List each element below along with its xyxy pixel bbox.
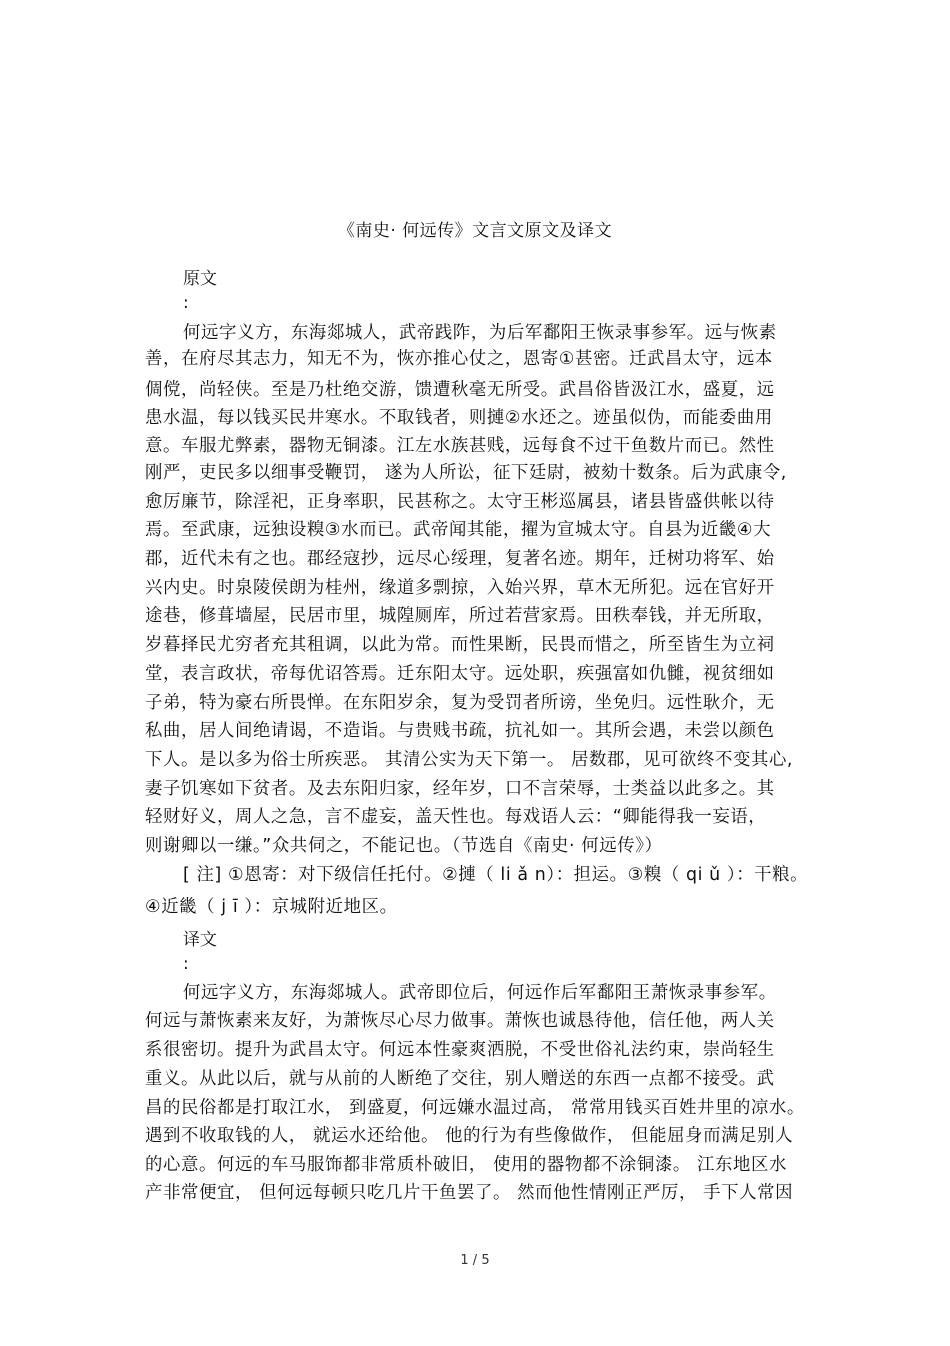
translation-line: 昌的民俗都是打取江水， 到盛夏，何远嫌水温过高， 常常用钱买百姓井里的凉水。 xyxy=(145,1098,805,1118)
original-line: 子弟，特为豪右所畏惮。在东阳岁余，复为受罚者所谤，坐免归。远性耿介，无 xyxy=(145,693,775,713)
translation-line: 何远与萧恢素来友好，为萧恢尽心尽力做事。萧恢也诚恳待他，信任他，两人关 xyxy=(145,1011,775,1031)
original-line: 妻子饥寒如下贫者。及去东阳归家，经年岁，口不言荣辱，士类益以此多之。其 xyxy=(145,779,775,799)
original-line: 善，在府尽其志力，知无不为，恢亦推心仗之，恩寄①甚密。迁武昌太守，远本 xyxy=(145,349,773,369)
translation-line: 重义。从此以后，就与从前的人断绝了交往，别人赠送的东西一点都不接受。武 xyxy=(145,1069,775,1089)
original-line: 倜傥，尚轻侠。至是乃杜绝交游，馈遭秋毫无所受。武昌俗皆汲江水，盛夏，远 xyxy=(145,380,775,400)
note-line: ④近畿（ j ī ）：京城附近地区。 xyxy=(145,897,398,917)
original-line: 郡，近代未有之也。郡经寇抄，远尽心绥理，复著名迹。期年，迁树功将军、始 xyxy=(145,549,775,569)
document-title: 《南史· 何远传》文言文原文及译文 xyxy=(337,221,613,241)
original-colon: : xyxy=(183,293,189,313)
original-line: 意。车服尤弊素，器物无铜漆。江左水族甚贱，远每食不过干鱼数片而已。然性 xyxy=(145,436,775,456)
translation-line: 系很密切。提升为武昌太守。何远本性豪爽洒脱，不受世俗礼法约束，崇尚轻生 xyxy=(145,1040,775,1060)
translation-line: 产非常便宜， 但何远每顿只吃几片干鱼罢了。 然而他性情刚正严厉， 手下人常因 xyxy=(145,1183,794,1203)
original-line: 焉。至武康，远独设糗③水而已。武帝闻其能，擢为宣城太守。自县为近畿④大 xyxy=(145,520,772,540)
original-line: 途巷，修葺墙屋，民居市里，城隍厕库，所过若营家焉。田秩奉钱，并无所取， xyxy=(145,606,775,626)
translation-label: 译文 xyxy=(183,930,217,950)
translation-colon: : xyxy=(183,954,189,974)
original-line: 患水温，每以钱买民井寒水。不取钱者，则摙②水还之。迹虽似伪，而能委曲用 xyxy=(145,408,773,428)
original-line: 下人。是以多为俗士所疾恶。 其清公实为天下第一。 居数郡，见可欲终不变其心, xyxy=(145,750,794,770)
translation-line: 的心意。何远的车马服饰都非常质朴破旧， 使用的器物都不涂铜漆。 江东地区水 xyxy=(145,1155,787,1175)
note-line: [ 注] ①恩寄：对下级信任托付。②摙（ li ǎ n）：担运。③糗（ qi ǔ ）：干粮。 xyxy=(183,865,809,885)
original-line: 私曲，居人间绝请谒，不造诣。与贵贱书疏，抗礼如一。其所会遇，未尝以颜色 xyxy=(145,721,775,741)
original-line: 则谢卿以一缣。”众共伺之，不能记也。（节选自《南史· 何远传》） xyxy=(145,836,663,856)
original-line: 轻财好义，周人之急，言不虚妄，盖天性也。每戏语人云：“卿能得我一妄语， xyxy=(145,807,767,827)
original-line: 愈厉廉节，除淫祀，正身率职，民甚称之。太守王彬巡属县，诸县皆盛供帐以待 xyxy=(145,492,775,512)
original-text-label: 原文 xyxy=(183,269,217,289)
page-number: 1 / 5 xyxy=(460,1253,490,1268)
translation-line: 何远字义方，东海郯城人。武帝即位后，何远作后军鄱阳王萧恢录事参军。 xyxy=(183,983,777,1003)
original-line: 何远字义方，东海郯城人，武帝践阼，为后军鄱阳王恢录事参军。远与恢素 xyxy=(183,323,777,343)
original-line: 岁暮择民尤穷者充其租调，以此为常。而性果断，民畏而惜之，所至皆生为立祠 xyxy=(145,635,775,655)
original-line: 堂，表言政状，帝每优诏答焉。迁东阳太守。远处职，疾强富如仇雠，视贫细如 xyxy=(145,664,775,684)
original-line: 兴内史。时泉陵侯朗为桂州，缘道多剽掠，入始兴界，草木无所犯。远在官好开 xyxy=(145,578,775,598)
original-line: 刚严，吏民多以细事受鞭罚， 遂为人所讼，征下廷尉，被劾十数条。后为武康令, xyxy=(145,463,787,483)
translation-line: 遇到不收取钱的人， 就运水还给他。 他的行为有些像做作， 但能屈身而满足别人 xyxy=(145,1126,794,1146)
